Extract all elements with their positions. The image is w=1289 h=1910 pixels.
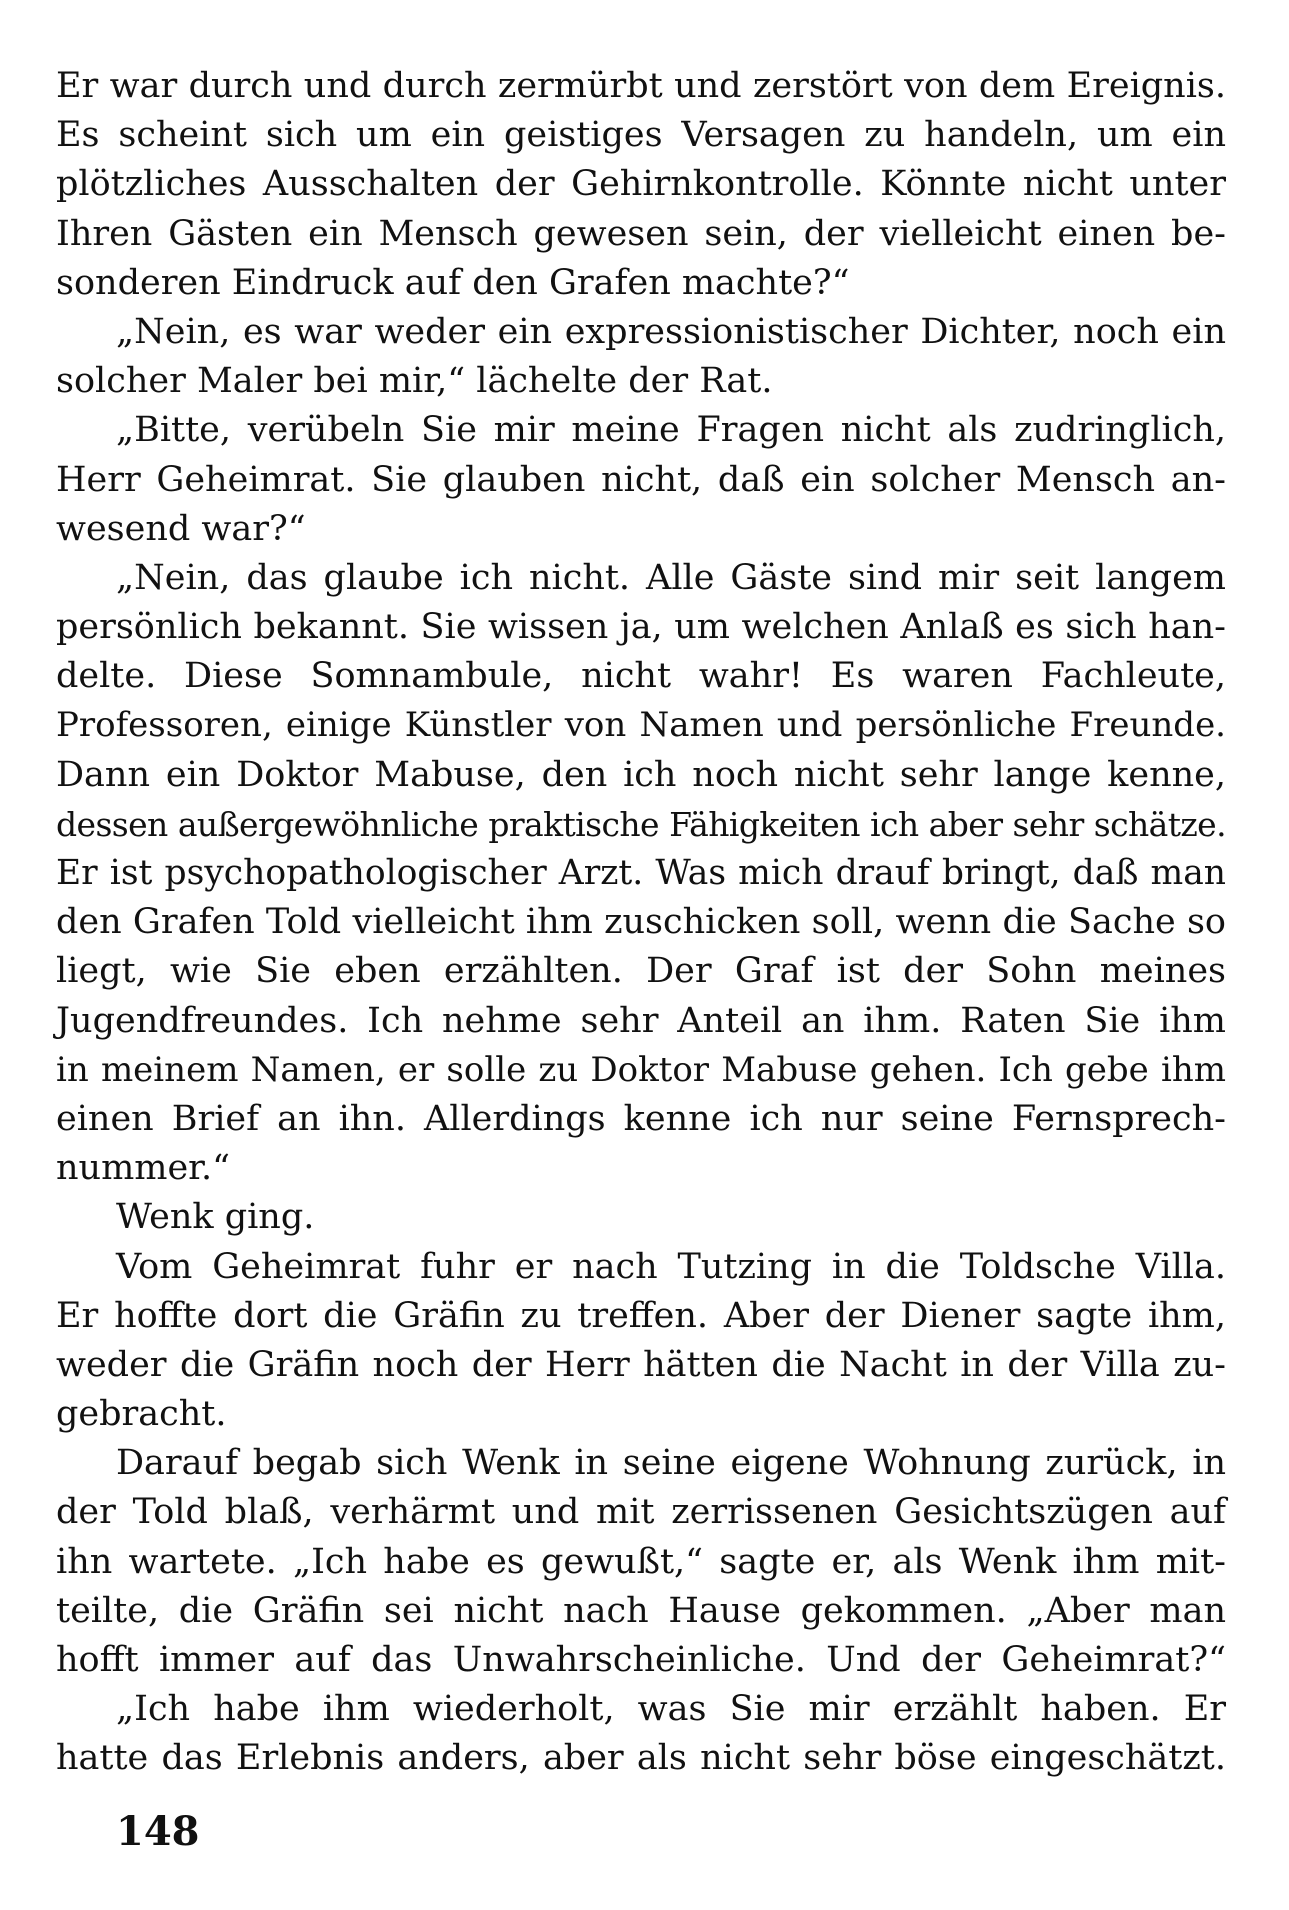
text-line: einen Brief an ihn. Allerdings kenne ich nur seine Fernsprech- xyxy=(56,1098,1226,1139)
text-line: nummer.“ xyxy=(56,1148,231,1189)
text-line: persönlich bekannt. Sie wissen ja, um welchen Anlaß es sich han- xyxy=(56,607,1226,648)
text-line: Er ist psychopathologischer Arzt. Was mich drauf bringt, daß man xyxy=(56,853,1226,893)
text-line: Ihren Gästen ein Mensch gewesen sein, der vielleicht einen be- xyxy=(56,213,1226,254)
body-text xyxy=(56,62,1226,1784)
text-line: gebracht. xyxy=(56,1394,227,1435)
text-line: solcher Maler bei mir,“ lächelte der Rat. xyxy=(56,361,773,402)
text-line: der Told blaß, verhärmt und mit zerrissenen Gesichtszügen auf xyxy=(56,1492,1226,1533)
text-line: Darauf begab sich Wenk in seine eigene Wohnung zurück, in xyxy=(116,1443,1226,1484)
text-line: in meinem Namen, er solle zu Doktor Mabuse gehen. Ich gebe ihm xyxy=(56,1049,1226,1090)
text-line: hofft immer auf das Unwahrscheinliche. Und der Geheimrat?“ xyxy=(56,1640,1226,1680)
text-line: delte. Diese Somnambule, nicht wahr! Es waren Fachleute, xyxy=(56,656,1226,697)
text-line: Professoren, einige Künstler von Namen und persönliche Freunde. xyxy=(56,705,1226,746)
text-line: plötzliches Ausschalten der Gehirnkontrolle. Könnte nicht unter xyxy=(56,164,1226,205)
text-line: Er war durch und durch zermürbt und zerstört von dem Ereignis. xyxy=(56,66,1226,106)
text-line: teilte, die Gräfin sei nicht nach Hause gekommen. „Aber man xyxy=(56,1590,1226,1631)
text-line: Er hoffte dort die Gräfin zu treffen. Aber der Diener sagte ihm, xyxy=(56,1295,1226,1336)
text-line: hatte das Erlebnis anders, aber als nicht sehr böse eingeschätzt. xyxy=(56,1738,1226,1779)
text-line: dessen außergewöhnliche praktische Fähigkeiten ich aber sehr schätze. xyxy=(56,804,1226,844)
text-line: Jugendfreundes. Ich nehme sehr Anteil an ihm. Raten Sie ihm xyxy=(56,1000,1226,1041)
text-line: wesend war?“ xyxy=(56,508,306,549)
text-line: „Nein, das glaube ich nicht. Alle Gäste sind mir seit langem xyxy=(116,557,1226,598)
text-line: weder die Gräfin noch der Herr hätten die Nacht in der Villa zu- xyxy=(56,1344,1226,1385)
text-line: ihn wartete. „Ich habe es gewußt,“ sagte er, als Wenk ihm mit- xyxy=(56,1541,1226,1582)
text-line: Wenk ging. xyxy=(116,1197,315,1238)
text-line: „Ich habe ihm wiederholt, was Sie mir erzählt haben. Er xyxy=(116,1689,1226,1730)
text-line: „Nein, es war weder ein expressionistischer Dichter, noch ein xyxy=(116,311,1226,352)
text-line: „Bitte, verübeln Sie mir meine Fragen nicht als zudringlich, xyxy=(116,410,1226,451)
text-line: liegt, wie Sie eben erzählten. Der Graf ist der Sohn meines xyxy=(56,951,1226,992)
text-line: Dann ein Doktor Mabuse, den ich noch nicht sehr lange kenne, xyxy=(56,754,1226,795)
page-number: 148 xyxy=(116,1808,200,1855)
text-line: Herr Geheimrat. Sie glauben nicht, daß ein solcher Mensch an- xyxy=(56,459,1226,500)
text-line: Vom Geheimrat fuhr er nach Tutzing in die Toldsche Villa. xyxy=(116,1246,1226,1287)
text-line: den Grafen Told vielleicht ihm zuschicken soll, wenn die Sache so xyxy=(56,902,1226,943)
text-line: sonderen Eindruck auf den Grafen machte?“ xyxy=(56,262,850,303)
text-line: Es scheint sich um ein geistiges Versagen zu handeln, um ein xyxy=(56,115,1226,156)
